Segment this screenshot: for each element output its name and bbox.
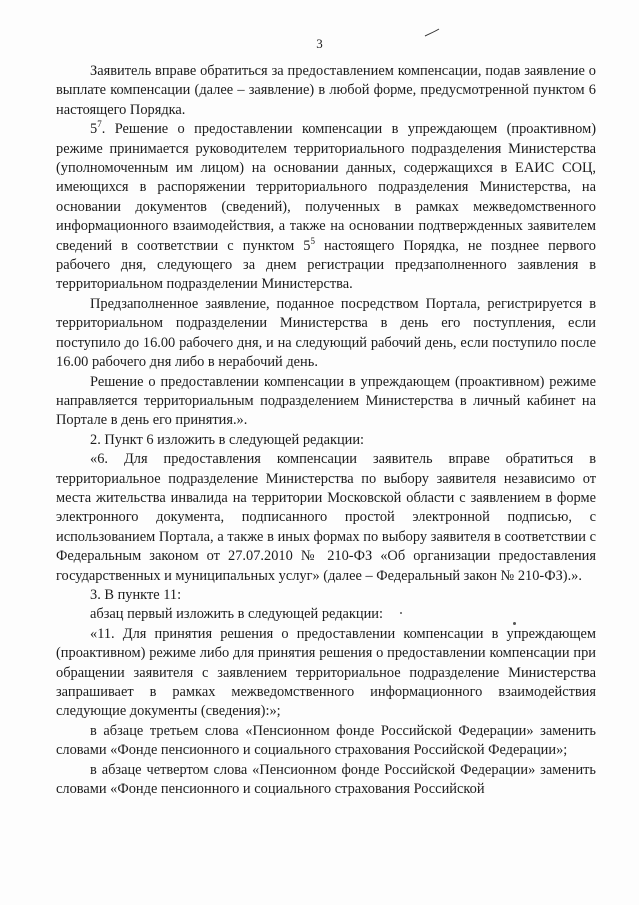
clause-superscript: 7 — [97, 119, 102, 130]
clause-reference-superscript: 5 — [310, 235, 315, 246]
clause-number: 5 — [90, 121, 98, 138]
paragraph-5-7-decision — [56, 120, 596, 295]
scan-speck — [400, 612, 402, 614]
paragraph-point-6: «6. Для предоставления компенсации заявитель вправе обратиться в территориальное подразделение Министерства по выбору заявителя независимо от места жительства инвалида на территории Московской области с заявлением в форме электронного документа, подписанного простой электронной подписью, с использованием Портала, а также в иных формах по выбору заявителя в соответствии с Федеральным законом от 27.07.2010 № 210-ФЗ «Об организации предоставления государственных и муниципальных услуг» (далее – Федеральный закон № 210-ФЗ).». — [56, 451, 596, 584]
page-number: 3 — [316, 36, 323, 51]
paragraph-point-11: «11. Для принятия решения о предоставлении компенсации в упреждающем (проактивном) режиме либо для принятия решения о предоставлении компенсации при обращении заявителя с заявлением территориальное подразделение Министерства запрашивает в рамках межведомственного информационного взаимодействия следующие документы (сведения):»; — [56, 625, 596, 720]
paragraph-applicant-right: Заявитель вправе обратиться за предоставлением компенсации, подав заявление о выплате компенсации (далее – заявление) в любой форме, предусмотренной пунктом 6 настоящего Порядка. — [56, 63, 596, 118]
paragraph-fourth-abzac: в абзаце четвертом слова «Пенсионном фонде Российской Федерации» заменить словами «Фонде пенсионного и социального страхования Российской — [56, 761, 596, 798]
scan-speck — [513, 622, 516, 625]
paragraph-third-abzac: в абзаце третьем слова «Пенсионном фонде Российской Федерации» заменить словами «Фонде пенсионного и социального страхования Российской Федерации»; — [56, 722, 596, 759]
paragraph-prefilled-registration: Предзаполненное заявление, поданное посредством Портала, регистрируется в территориальном подразделении Министерства в день его поступления, если поступило до 16.00 рабочего дня, и на следующий рабочий день, если поступило после 16.00 рабочего дня либо в нерабочий день. — [56, 295, 596, 371]
clause-text-part-2: настоящего Порядка, не позднее первого рабочего дня, следующего за днем регистрации предзаполненного заявления в территориальном подразделении Министерства. — [56, 237, 597, 293]
paragraph-first-abzac: абзац первый изложить в следующей редакции: — [90, 606, 384, 623]
paragraph-decision-sent: Решение о предоставлении компенсации в упреждающем (проактивном) режиме направляется территориальным подразделением Министерства в личный кабинет на Портале в день его принятия.». — [56, 373, 596, 429]
paragraph-item-2: 2. Пункт 6 изложить в следующей редакции: — [90, 431, 365, 448]
pen-mark — [424, 28, 440, 38]
document-body — [56, 62, 596, 799]
paragraph-item-3: 3. В пункте 11: — [90, 586, 182, 603]
clause-text-part-1: . Решение о предоставлении компенсации в упреждающем (проактивном) режиме принимается руководителем территориального подразделения Министерства (уполномоченным им лицом) на основании данных, содержащихся в ЕАИС СОЦ, имеющихся в распоряжении территориального подразделения Министерства, на основании документов (сведений), полученных в рамках межведомственного информационного взаимодействия, а также на основании подтвержденных заявителем сведений в соответствии с пунктом 5 — [56, 121, 596, 254]
